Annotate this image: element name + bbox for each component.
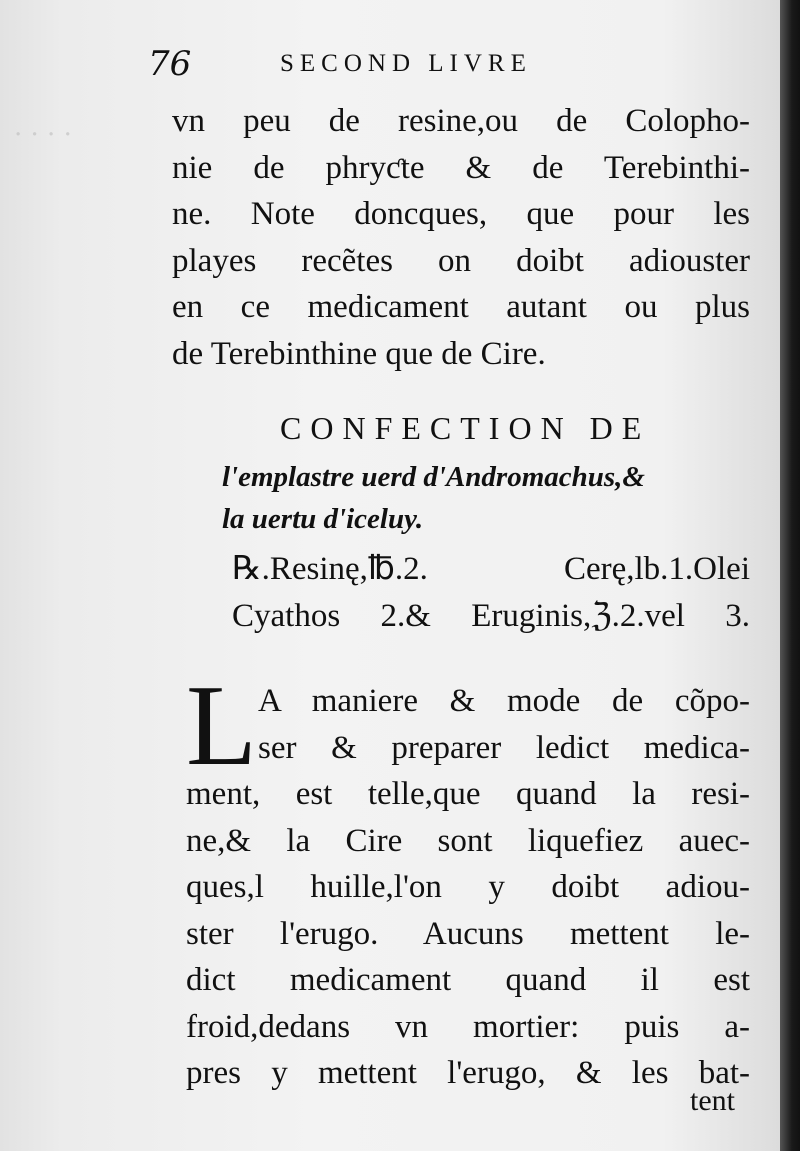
page-edge-shadow bbox=[780, 0, 800, 1151]
text-line: nie de phryƈte & de Terebinthi- bbox=[172, 149, 750, 186]
text-line: dict medicament quand il est bbox=[186, 962, 750, 998]
recipe-line: Cyathos 2.& Eruginis,ℨ.2.vel 3. bbox=[232, 597, 750, 634]
drop-cap-initial: L bbox=[186, 662, 257, 790]
text-line: playes recẽtes on doibt adiouster bbox=[172, 242, 750, 279]
subheading-line: la uertu d'iceluy. bbox=[222, 503, 424, 535]
recipe-prescription bbox=[232, 546, 750, 639]
main-paragraph-opening bbox=[258, 678, 750, 771]
bleed-through-text: · · · · bbox=[14, 120, 72, 150]
page-header bbox=[148, 44, 748, 84]
section-heading: CONFECTION DE bbox=[280, 410, 651, 446]
text-line: ques,l huille,l'on y doibt adiou- bbox=[186, 869, 750, 905]
page-number: 76 bbox=[148, 44, 192, 84]
text-line: ne,& la Cire sont liquefiez auec- bbox=[186, 822, 750, 859]
catchword: tent bbox=[690, 1084, 735, 1117]
running-head: SECOND LIVRE bbox=[280, 50, 532, 77]
subheading-line: l'emplastre uerd d'Andromachus,& bbox=[222, 461, 645, 493]
text-line: pres y mettent l'erugo, & les bat- bbox=[186, 1055, 750, 1091]
top-paragraph bbox=[172, 98, 750, 377]
text-line: ser & preparer ledict medica- bbox=[258, 729, 750, 766]
section-subheading bbox=[222, 456, 752, 540]
text-line: froid,dedans vn mortier: puis a- bbox=[186, 1008, 750, 1045]
text-line: A maniere & mode de cõpo- bbox=[258, 683, 750, 719]
text-line: ment, est telle,que quand la resi- bbox=[186, 776, 750, 812]
text-line: en ce medicament autant ou plus bbox=[172, 289, 750, 325]
main-paragraph-body bbox=[186, 771, 750, 1097]
text-line: ster l'erugo. Aucuns mettent le- bbox=[186, 915, 750, 952]
recipe-line: ℞.Resinę,℔.2. Cerę,lb.1.Olei bbox=[232, 551, 750, 587]
text-line: vn peu de resine,ou de Colopho- bbox=[172, 103, 750, 139]
text-line: ne. Note doncques, que pour les bbox=[172, 196, 750, 232]
text-line: de Terebinthine que de Cire. bbox=[172, 335, 546, 372]
